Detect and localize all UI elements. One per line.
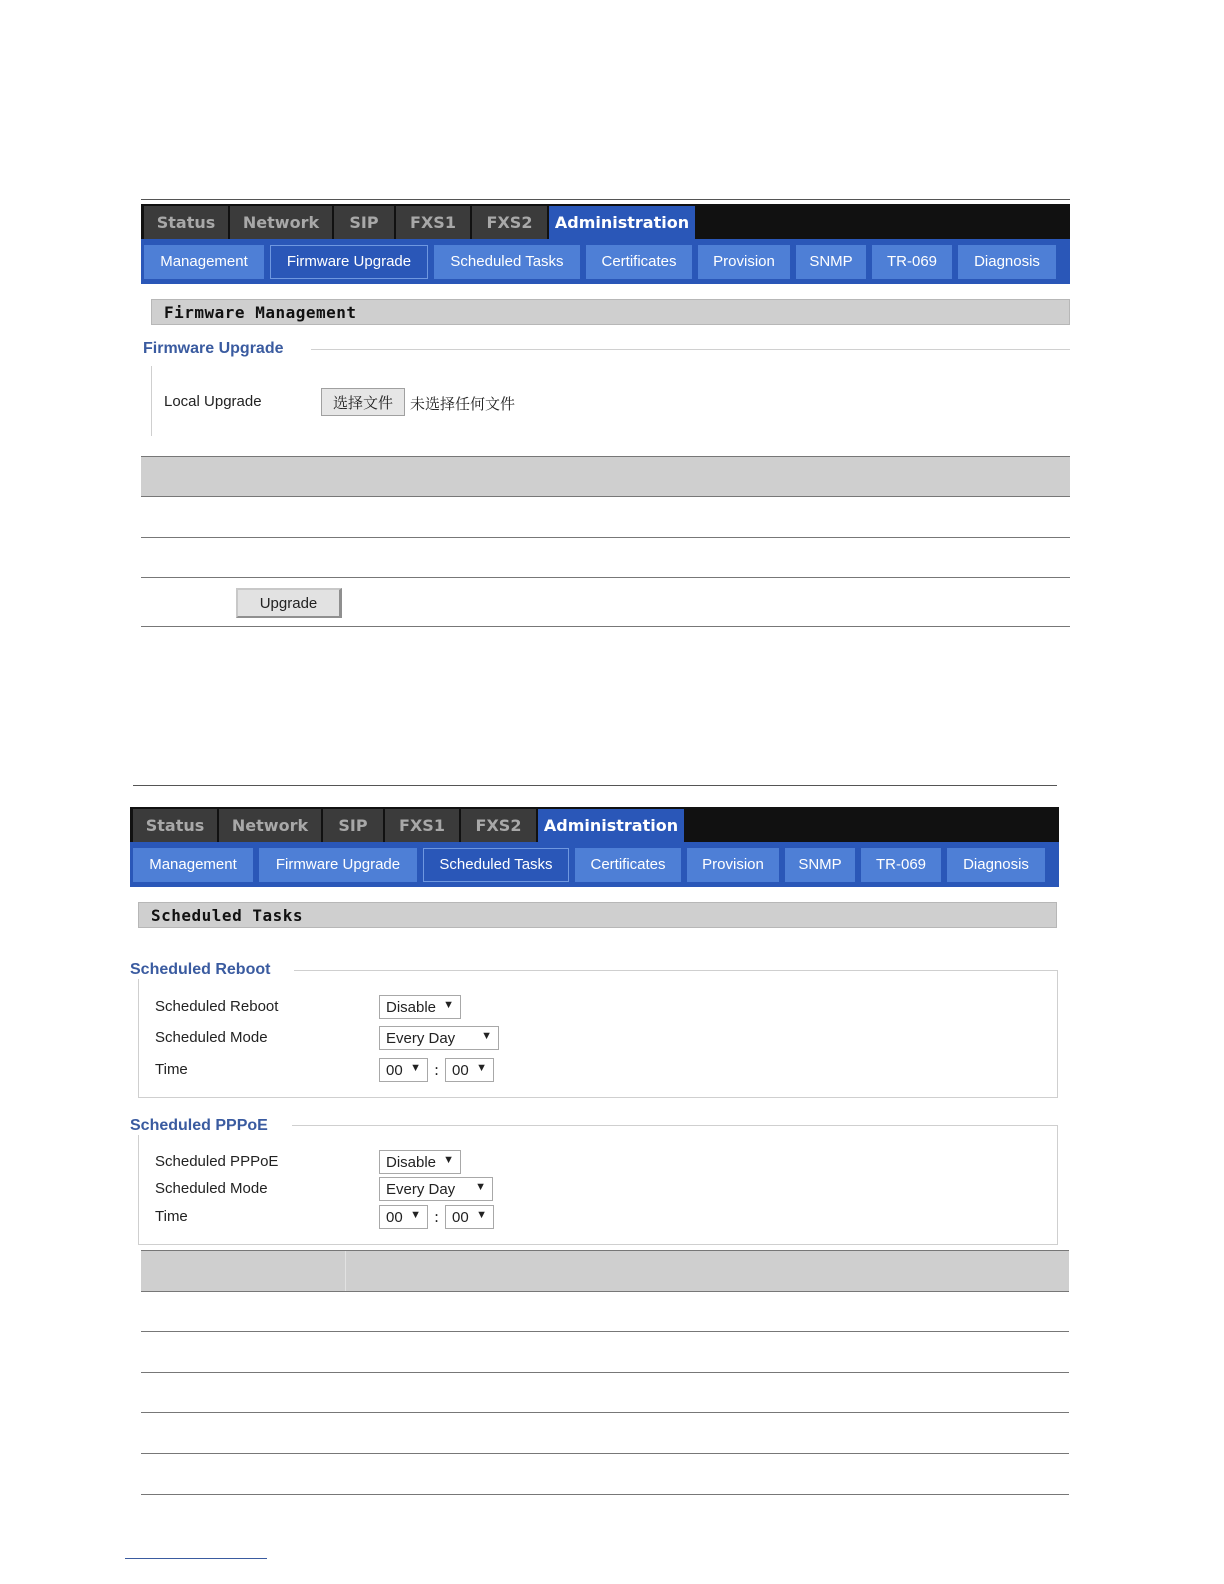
table-row-line — [141, 537, 1070, 538]
table-row-line — [141, 577, 1070, 578]
subtab-scheduled-tasks[interactable]: Scheduled Tasks — [434, 245, 580, 279]
tab-status[interactable]: Status — [144, 206, 228, 239]
subtab-diagnosis[interactable]: Diagnosis — [947, 848, 1045, 882]
subtab-management[interactable]: Management — [133, 848, 253, 882]
subtab-firmware-upgrade[interactable]: Firmware Upgrade — [270, 245, 428, 279]
scheduled-reboot-select[interactable] — [379, 995, 461, 1019]
hour-select[interactable] — [379, 1058, 428, 1082]
firmware-upgrade-screen — [141, 204, 1070, 634]
table-row-line — [141, 1412, 1069, 1413]
tab-administration[interactable]: Administration — [538, 809, 684, 842]
dropdown-arrow-icon: ▼ — [476, 1209, 487, 1221]
tab-sip[interactable]: SIP — [323, 809, 383, 842]
pppoe-mode-select[interactable] — [379, 1177, 493, 1201]
dropdown-arrow-icon: ▼ — [443, 999, 454, 1011]
dropdown-arrow-icon: ▼ — [481, 1030, 492, 1042]
subtab-snmp[interactable]: SNMP — [785, 848, 855, 882]
table-row-line — [141, 1372, 1069, 1373]
dropdown-arrow-icon: ▼ — [475, 1181, 486, 1193]
scheduled-reboot-label: Scheduled Reboot — [155, 998, 279, 1015]
subtab-firmware-upgrade[interactable]: Firmware Upgrade — [259, 848, 417, 882]
section-title-scheduled-tasks: Scheduled Tasks — [138, 902, 1057, 928]
fieldset-scheduled-reboot — [138, 970, 1058, 1098]
pppoe-hour-value: 00 — [386, 1208, 403, 1226]
tab-administration[interactable]: Administration — [549, 206, 695, 239]
table-row-line — [141, 1331, 1069, 1332]
top-nav — [130, 807, 1059, 842]
table-header-bar — [141, 456, 1070, 497]
subtab-scheduled-tasks[interactable]: Scheduled Tasks — [423, 848, 569, 882]
pppoe-minute-value: 00 — [452, 1208, 469, 1226]
top-divider-1 — [141, 199, 1070, 200]
top-divider-2 — [133, 785, 1057, 786]
table-row-line — [141, 626, 1070, 627]
pppoe-mode-label: Scheduled Mode — [155, 1180, 268, 1197]
subtab-management[interactable]: Management — [144, 245, 264, 279]
table-header-bar — [141, 1250, 1069, 1292]
pppoe-minute-select[interactable] — [445, 1205, 494, 1229]
subtab-diagnosis[interactable]: Diagnosis — [958, 245, 1056, 279]
tab-fxs1[interactable]: FXS1 — [385, 809, 459, 842]
footnote-rule — [125, 1558, 267, 1559]
tab-sip[interactable]: SIP — [334, 206, 394, 239]
section-title-firmware-management: Firmware Management — [151, 299, 1070, 325]
fieldset-line — [311, 349, 1070, 350]
table-row-line — [141, 1453, 1069, 1454]
pppoe-mode-value: Every Day — [386, 1180, 456, 1198]
hour-value: 00 — [386, 1061, 403, 1079]
top-nav — [141, 204, 1070, 239]
minute-value: 00 — [452, 1061, 469, 1079]
subtab-provision[interactable]: Provision — [698, 245, 790, 279]
sub-nav — [141, 239, 1070, 284]
minute-select[interactable] — [445, 1058, 494, 1082]
choose-file-button[interactable]: 选择文件 — [321, 388, 405, 416]
dropdown-arrow-icon: ▼ — [410, 1062, 421, 1074]
no-file-chosen-text: 未选择任何文件 — [410, 396, 516, 413]
scheduled-mode-value: Every Day — [386, 1029, 456, 1047]
time-separator: : — [434, 1061, 440, 1079]
subtab-snmp[interactable]: SNMP — [796, 245, 866, 279]
time-separator: : — [434, 1208, 440, 1226]
fieldset-scheduled-pppoe — [138, 1125, 1058, 1245]
dropdown-arrow-icon: ▼ — [410, 1209, 421, 1221]
subtab-certificates[interactable]: Certificates — [575, 848, 681, 882]
subtab-tr069[interactable]: TR-069 — [861, 848, 941, 882]
tab-fxs2[interactable]: FXS2 — [472, 206, 547, 239]
scheduled-pppoe-label: Scheduled PPPoE — [155, 1153, 279, 1170]
table-row-line — [141, 1494, 1069, 1495]
sub-nav — [130, 842, 1059, 887]
scheduled-pppoe-select[interactable] — [379, 1150, 461, 1174]
fieldset-title-firmware-upgrade: Firmware Upgrade — [143, 340, 291, 358]
pppoe-hour-select[interactable] — [379, 1205, 428, 1229]
local-upgrade-label: Local Upgrade — [164, 393, 262, 410]
dropdown-arrow-icon: ▼ — [476, 1062, 487, 1074]
tab-status[interactable]: Status — [133, 809, 217, 842]
tab-network[interactable]: Network — [230, 206, 332, 239]
pppoe-time-label: Time — [155, 1208, 188, 1225]
scheduled-tasks-screen — [130, 807, 1059, 1507]
scheduled-mode-select[interactable] — [379, 1026, 499, 1050]
subtab-tr069[interactable]: TR-069 — [872, 245, 952, 279]
scheduled-mode-label: Scheduled Mode — [155, 1029, 268, 1046]
table-header-divider — [345, 1251, 346, 1291]
scheduled-reboot-value: Disable — [386, 998, 437, 1016]
tab-fxs1[interactable]: FXS1 — [396, 206, 470, 239]
time-label: Time — [155, 1061, 188, 1078]
scheduled-pppoe-value: Disable — [386, 1153, 437, 1171]
fieldset-title-scheduled-pppoe: Scheduled PPPoE — [130, 1117, 292, 1135]
tab-network[interactable]: Network — [219, 809, 321, 842]
fieldset-left-border — [151, 366, 152, 436]
subtab-certificates[interactable]: Certificates — [586, 245, 692, 279]
upgrade-button[interactable]: Upgrade — [236, 588, 342, 618]
tab-fxs2[interactable]: FXS2 — [461, 809, 536, 842]
subtab-provision[interactable]: Provision — [687, 848, 779, 882]
fieldset-title-scheduled-reboot: Scheduled Reboot — [130, 961, 294, 979]
dropdown-arrow-icon: ▼ — [443, 1154, 454, 1166]
